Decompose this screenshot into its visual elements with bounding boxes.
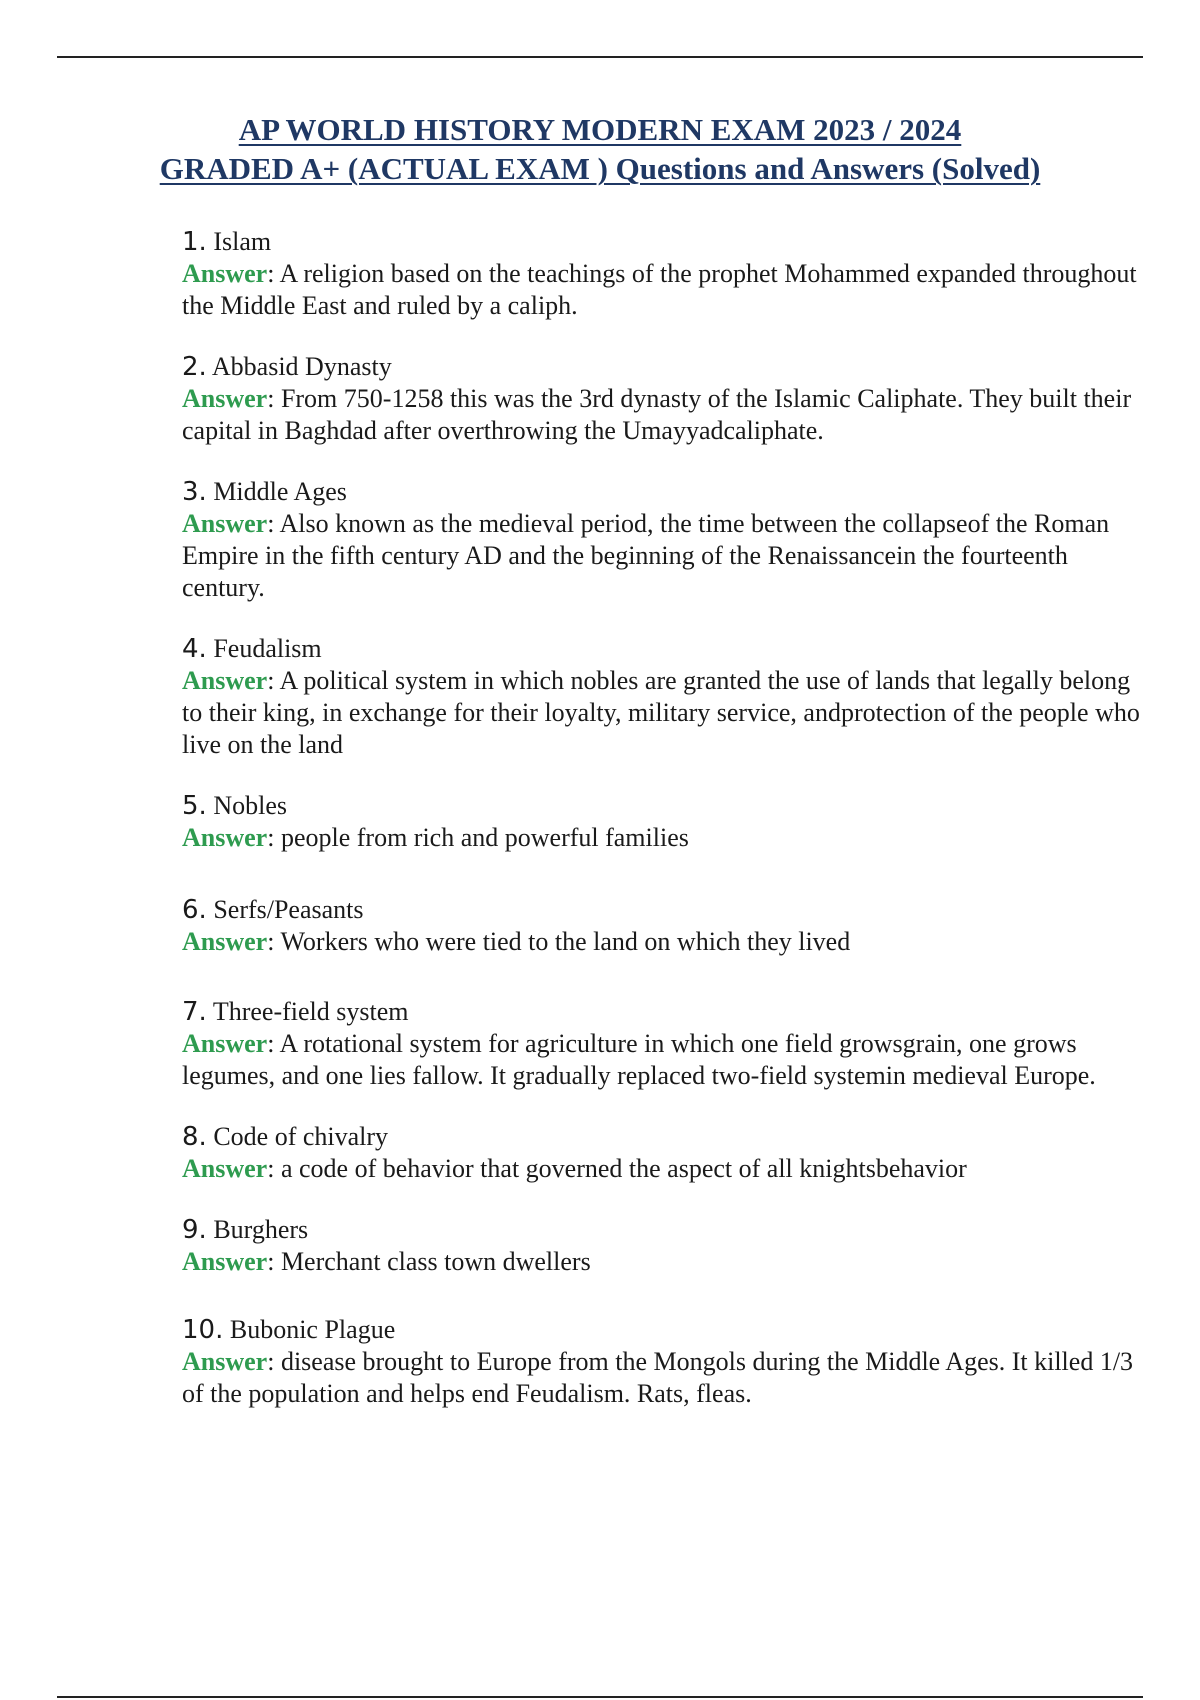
qa-item xyxy=(182,351,1142,447)
answer-text: : A rotational system for agriculture in which one field growsgrain, one grows legumes, and one lies fallow. It gradually replaced two-field systemin medieval Europe. xyxy=(182,1029,1096,1090)
answer-text: : a code of behavior that governed the aspect of all knightsbehavior xyxy=(267,1154,967,1183)
title-line-2: GRADED A+ (ACTUAL EXAM ) Questions and Answers (Solved) xyxy=(159,151,1041,186)
question-line xyxy=(182,351,1142,383)
question-line xyxy=(182,894,1142,926)
answer-line xyxy=(182,383,1142,447)
answer-line xyxy=(182,1246,1142,1278)
question-number: 8. xyxy=(182,1122,207,1152)
answer-line xyxy=(182,1153,1142,1185)
answer-label: Answer xyxy=(182,1029,268,1058)
question-number: 3. xyxy=(182,477,207,507)
question-term: Islam xyxy=(213,227,272,256)
question-line xyxy=(182,1314,1142,1346)
answer-text: : From 750-1258 this was the 3rd dynasty of the Islamic Caliphate. They built their capital in Baghdad after overthrowing the Umayyadcaliphate. xyxy=(182,384,1132,445)
answer-label: Answer xyxy=(182,509,268,538)
qa-item xyxy=(182,1214,1142,1278)
answer-line xyxy=(182,1346,1142,1410)
answer-label: Answer xyxy=(182,1154,268,1183)
qa-item xyxy=(182,790,1142,854)
question-number: 6. xyxy=(182,895,207,925)
answer-label: Answer xyxy=(182,384,268,413)
question-number: 9. xyxy=(182,1215,207,1245)
question-term: Code of chivalry xyxy=(213,1122,389,1151)
answer-label: Answer xyxy=(182,666,268,695)
qa-item xyxy=(182,1314,1142,1410)
answer-label: Answer xyxy=(182,259,268,288)
qa-item xyxy=(182,1121,1142,1185)
question-term: Serfs/Peasants xyxy=(213,895,364,924)
answer-label: Answer xyxy=(182,823,268,852)
answer-line xyxy=(182,822,1142,854)
question-line xyxy=(182,476,1142,508)
answer-label: Answer xyxy=(182,1347,268,1376)
answer-text: : A religion based on the teachings of the prophet Mohammed expanded throughout the Middle East and ruled by a caliph. xyxy=(182,259,1137,320)
qa-item xyxy=(182,633,1142,761)
answer-text: : Also known as the medieval period, the time between the collapseof the Roman Empire in the fifth century AD and the beginning of the Renaissancein the fourteenth century. xyxy=(182,509,1110,602)
qa-item xyxy=(182,894,1142,958)
qa-item xyxy=(182,476,1142,604)
question-line xyxy=(182,1214,1142,1246)
question-number: 2. xyxy=(182,352,207,382)
answer-text: : Workers who were tied to the land on which they lived xyxy=(267,927,851,956)
answer-text: : A political system in which nobles are granted the use of lands that legally belong to their king, in exchange for their loyalty, military service, andprotection of the people who live on the land xyxy=(182,666,1140,759)
answer-text: : disease brought to Europe from the Mongols during the Middle Ages. It killed 1/3 of the population and helps end Feudalism. Rats, fleas. xyxy=(182,1347,1134,1408)
qa-item xyxy=(182,226,1142,322)
question-number: 1. xyxy=(182,227,207,257)
header-rule xyxy=(57,56,1143,58)
question-term: Feudalism xyxy=(213,634,322,663)
answer-line xyxy=(182,1028,1142,1092)
question-line xyxy=(182,1121,1142,1153)
question-term: Burghers xyxy=(213,1215,309,1244)
answer-label: Answer xyxy=(182,927,268,956)
question-line xyxy=(182,226,1142,258)
question-term: Three-field system xyxy=(212,997,409,1026)
answer-label: Answer xyxy=(182,1247,268,1276)
answer-text: : people from rich and powerful families xyxy=(267,823,689,852)
question-term: Nobles xyxy=(213,791,287,820)
question-line xyxy=(182,996,1142,1028)
question-term: Middle Ages xyxy=(213,477,347,506)
document-title xyxy=(0,110,1200,188)
answer-line xyxy=(182,508,1142,604)
question-number: 5. xyxy=(182,791,207,821)
answer-text: : Merchant class town dwellers xyxy=(267,1247,591,1276)
qa-item xyxy=(182,996,1142,1092)
question-number: 7. xyxy=(182,997,207,1027)
answer-line xyxy=(182,258,1142,322)
qa-list xyxy=(182,226,1142,1410)
question-line xyxy=(182,790,1142,822)
footer-rule xyxy=(57,1696,1143,1698)
answer-line xyxy=(182,926,1142,958)
question-number: 4. xyxy=(182,634,207,664)
title-line-1: AP WORLD HISTORY MODERN EXAM 2023 / 2024 xyxy=(238,112,962,147)
question-term: Bubonic Plague xyxy=(229,1315,396,1344)
question-term: Abbasid Dynasty xyxy=(211,352,392,381)
question-line xyxy=(182,633,1142,665)
answer-line xyxy=(182,665,1142,761)
question-number: 10. xyxy=(182,1315,224,1345)
